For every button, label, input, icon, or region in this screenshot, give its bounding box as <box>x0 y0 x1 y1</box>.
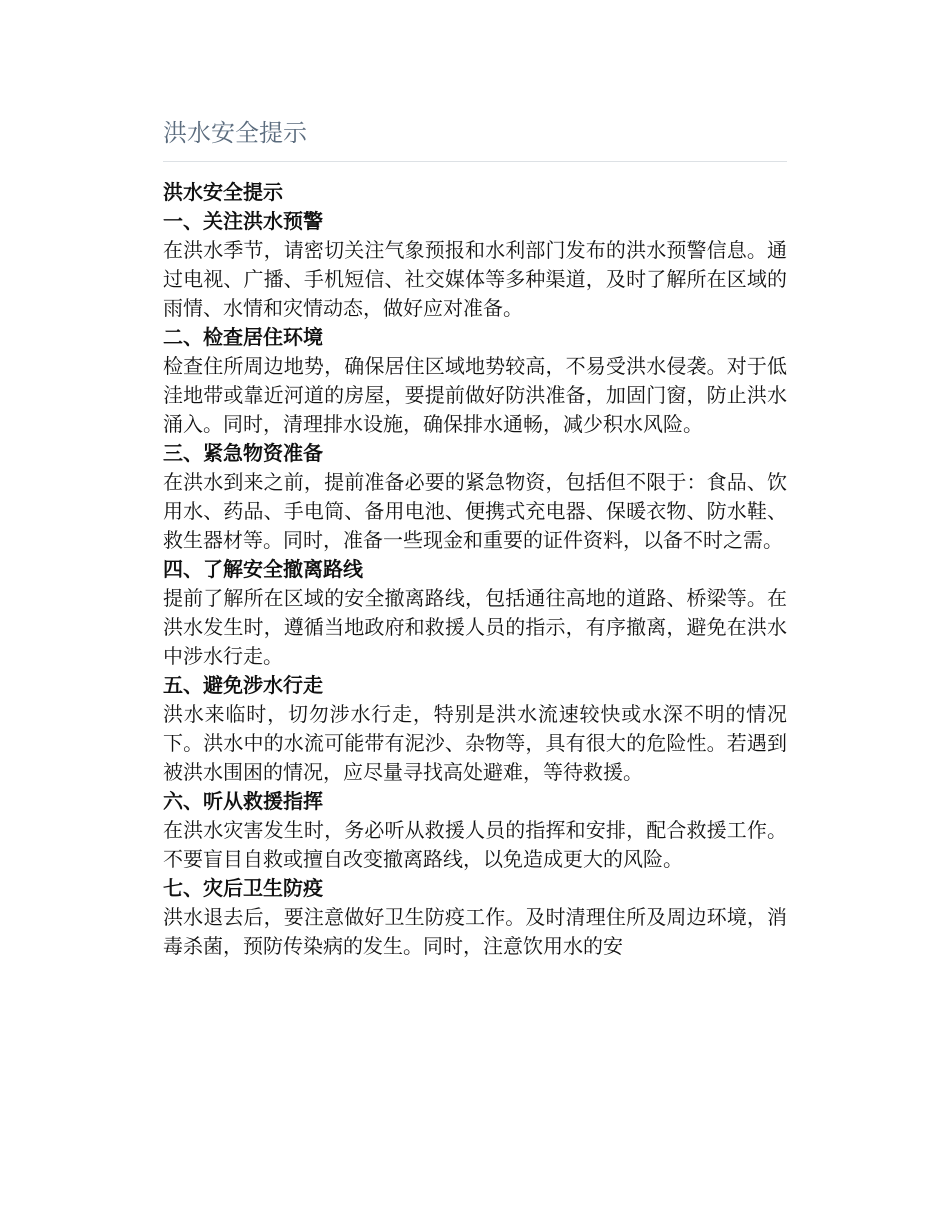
section-body-3: 在洪水到来之前，提前准备必要的紧急物资，包括但不限于：食品、饮用水、药品、手电筒、备用电池、便携式充电器、保暖衣物、防水鞋、救生器材等。同时，准备一些现金和重要的证件资料，以备不时之需。 <box>163 470 787 552</box>
section-body-4: 提前了解所在区域的安全撤离路线，包括通往高地的道路、桥梁等。在洪水发生时，遵循当地政府和救援人员的指示，有序撤离，避免在洪水中涉水行走。 <box>163 586 787 668</box>
main-heading: 洪水安全提示 <box>163 180 283 204</box>
document-content <box>163 178 787 961</box>
section-heading-5: 五、避免涉水行走 <box>163 673 323 697</box>
section-body-2: 检查住所周边地势，确保居住区域地势较高，不易受洪水侵袭。对于低洼地带或靠近河道的房屋，要提前做好防洪准备，加固门窗，防止洪水涌入。同时，清理排水设施，确保排水通畅，减少积水风险。 <box>163 354 787 436</box>
section-body-1: 在洪水季节，请密切关注气象预报和水利部门发布的洪水预警信息。通过电视、广播、手机短信、社交媒体等多种渠道，及时了解所在区域的雨情、水情和灾情动态，做好应对准备。 <box>163 238 787 320</box>
section-heading-6: 六、听从救援指挥 <box>163 789 323 813</box>
section-heading-3: 三、紧急物资准备 <box>163 441 323 465</box>
section-heading-7: 七、灾后卫生防疫 <box>163 876 323 900</box>
section-heading-4: 四、了解安全撤离路线 <box>163 557 363 581</box>
section-heading-1: 一、关注洪水预警 <box>163 209 323 233</box>
section-body-6: 在洪水灾害发生时，务必听从救援人员的指挥和安排，配合救援工作。不要盲目自救或擅自改变撤离路线，以免造成更大的风险。 <box>163 818 787 871</box>
section-body-7: 洪水退去后，要注意做好卫生防疫工作。及时清理住所及周边环境，消毒杀菌，预防传染病的发生。同时，注意饮用水的安 <box>163 905 787 958</box>
page-title: 洪水安全提示 <box>163 115 787 162</box>
section-heading-2: 二、检查居住环境 <box>163 325 323 349</box>
document-page <box>163 115 787 961</box>
section-body-5: 洪水来临时，切勿涉水行走，特别是洪水流速较快或水深不明的情况下。洪水中的水流可能带有泥沙、杂物等，具有很大的危险性。若遇到被洪水围困的情况，应尽量寻找高处避难，等待救援。 <box>163 702 787 784</box>
